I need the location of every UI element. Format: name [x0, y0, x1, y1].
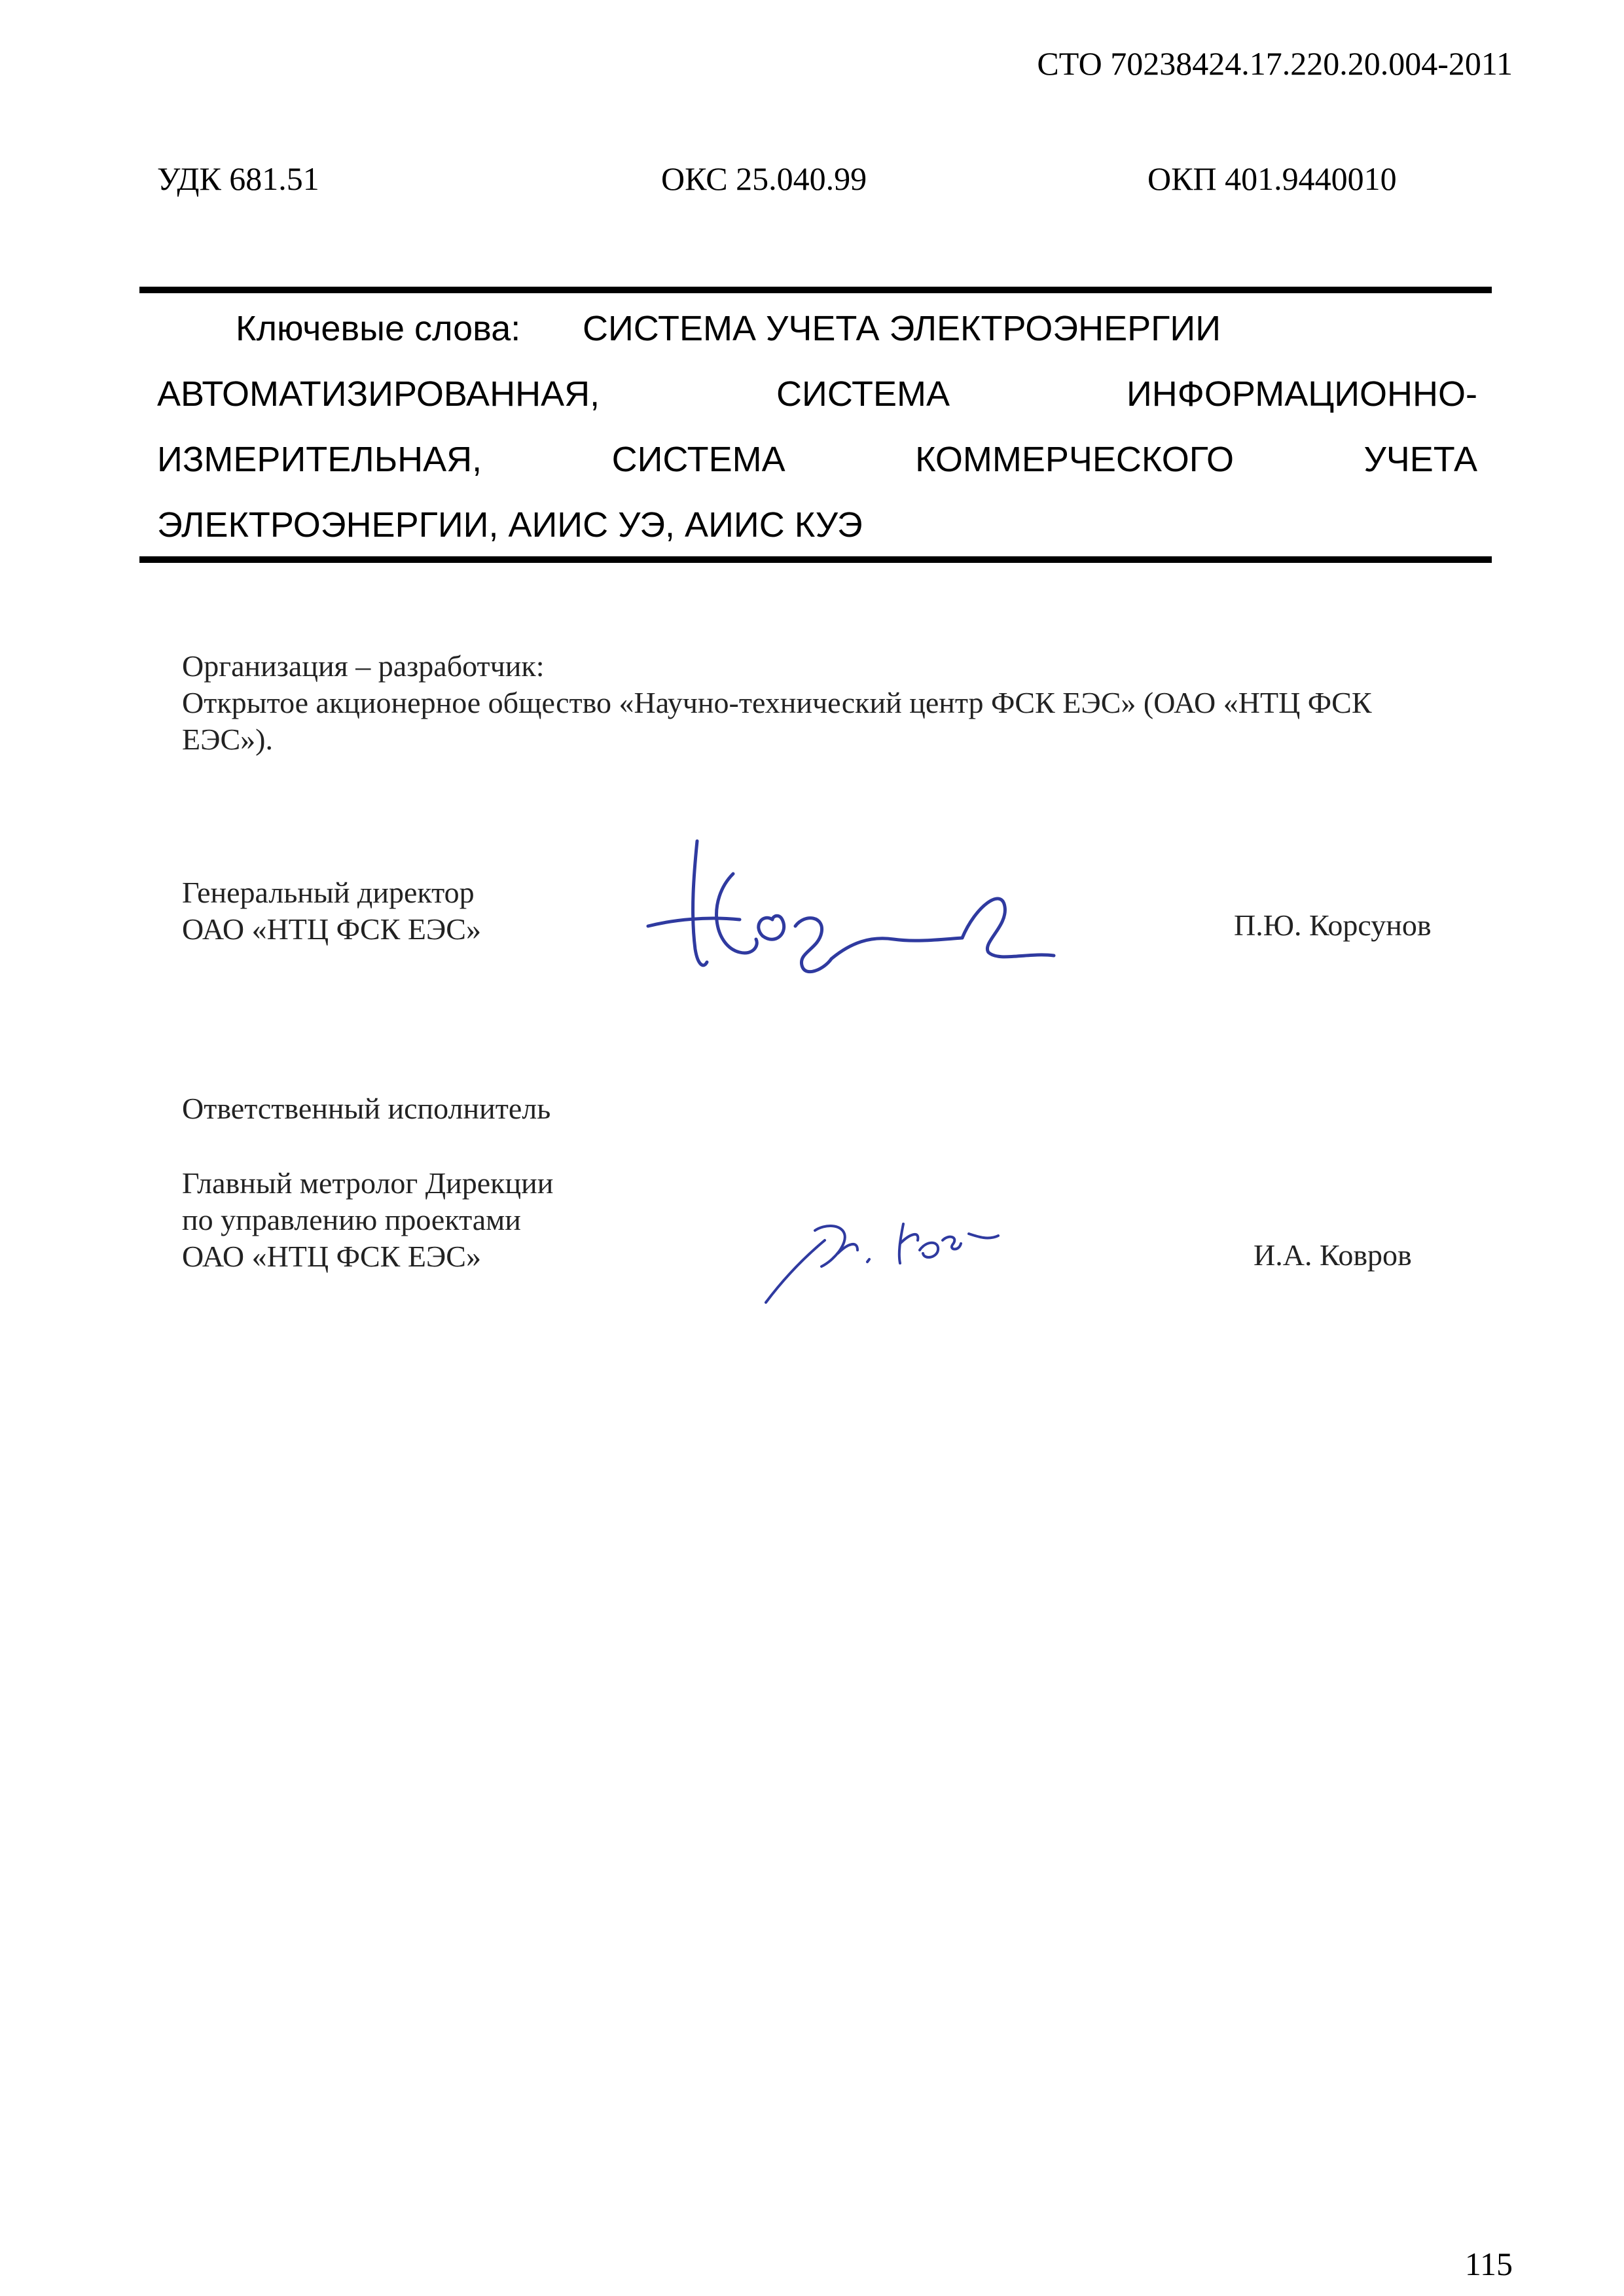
keywords-row-1: [157, 296, 1477, 361]
keyword: КОММЕРЧЕСКОГО: [915, 440, 1234, 479]
keywords-label: Ключевые слова:: [236, 309, 521, 348]
keyword: ИЗМЕРИТЕЛЬНАЯ,: [157, 440, 482, 479]
organization-name-line-2: ЕЭС»).: [182, 723, 273, 756]
keywords-row-4: ЭЛЕКТРОЭНЕРГИИ, АИИС УЭ, АИИС КУЭ: [157, 505, 863, 545]
keyword: ИНФОРМАЦИОННО-: [1126, 374, 1477, 414]
keywords-line-1: СИСТЕМА УЧЕТА ЭЛЕКТРОЭНЕРГИИ: [583, 309, 1221, 348]
keywords-row-3: [157, 427, 1477, 492]
okp-code: ОКП 401.9440010: [1147, 160, 1397, 197]
metrolog-position: [182, 1165, 553, 1275]
keyword: УЧЕТА: [1363, 440, 1477, 479]
metrolog-position-line-2: по управлению проектами: [182, 1203, 521, 1236]
director-position: [182, 874, 481, 948]
metrolog-signature: [753, 1204, 1028, 1316]
standard-code: СТО 70238424.17.220.20.004-2011: [1037, 45, 1513, 82]
director-name: П.Ю. Корсунов: [1234, 908, 1432, 942]
keyword: СИСТЕМА: [776, 374, 950, 414]
organization-name-line-1: Открытое акционерное общество «Научно-технический центр ФСК ЕЭС» (ОАО «НТЦ ФСК: [182, 686, 1372, 719]
responsible-heading: Ответственный исполнитель: [182, 1092, 551, 1125]
organization-heading: Организация – разработчик:: [182, 649, 545, 683]
keywords-bottom-rule: [139, 556, 1492, 563]
metrolog-name: И.А. Ковров: [1254, 1238, 1412, 1272]
keywords-row-2: [157, 361, 1477, 427]
metrolog-position-line-3: ОАО «НТЦ ФСК ЕЭС»: [182, 1240, 481, 1273]
director-position-line-2: ОАО «НТЦ ФСК ЕЭС»: [182, 912, 481, 946]
developer-organization: [182, 648, 1465, 758]
keywords-top-rule: [139, 287, 1492, 293]
keyword: АВТОМАТИЗИРОВАННАЯ,: [157, 374, 600, 414]
director-position-line-1: Генеральный директор: [182, 876, 475, 909]
udk-code: УДК 681.51: [157, 160, 319, 197]
keywords-block: [157, 296, 1477, 558]
keyword: СИСТЕМА: [611, 440, 785, 479]
metrolog-position-line-1: Главный метролог Дирекции: [182, 1166, 554, 1200]
director-signature: [635, 828, 1060, 985]
oks-code: ОКС 25.040.99: [661, 160, 867, 197]
page-number: 115: [1464, 2246, 1513, 2282]
